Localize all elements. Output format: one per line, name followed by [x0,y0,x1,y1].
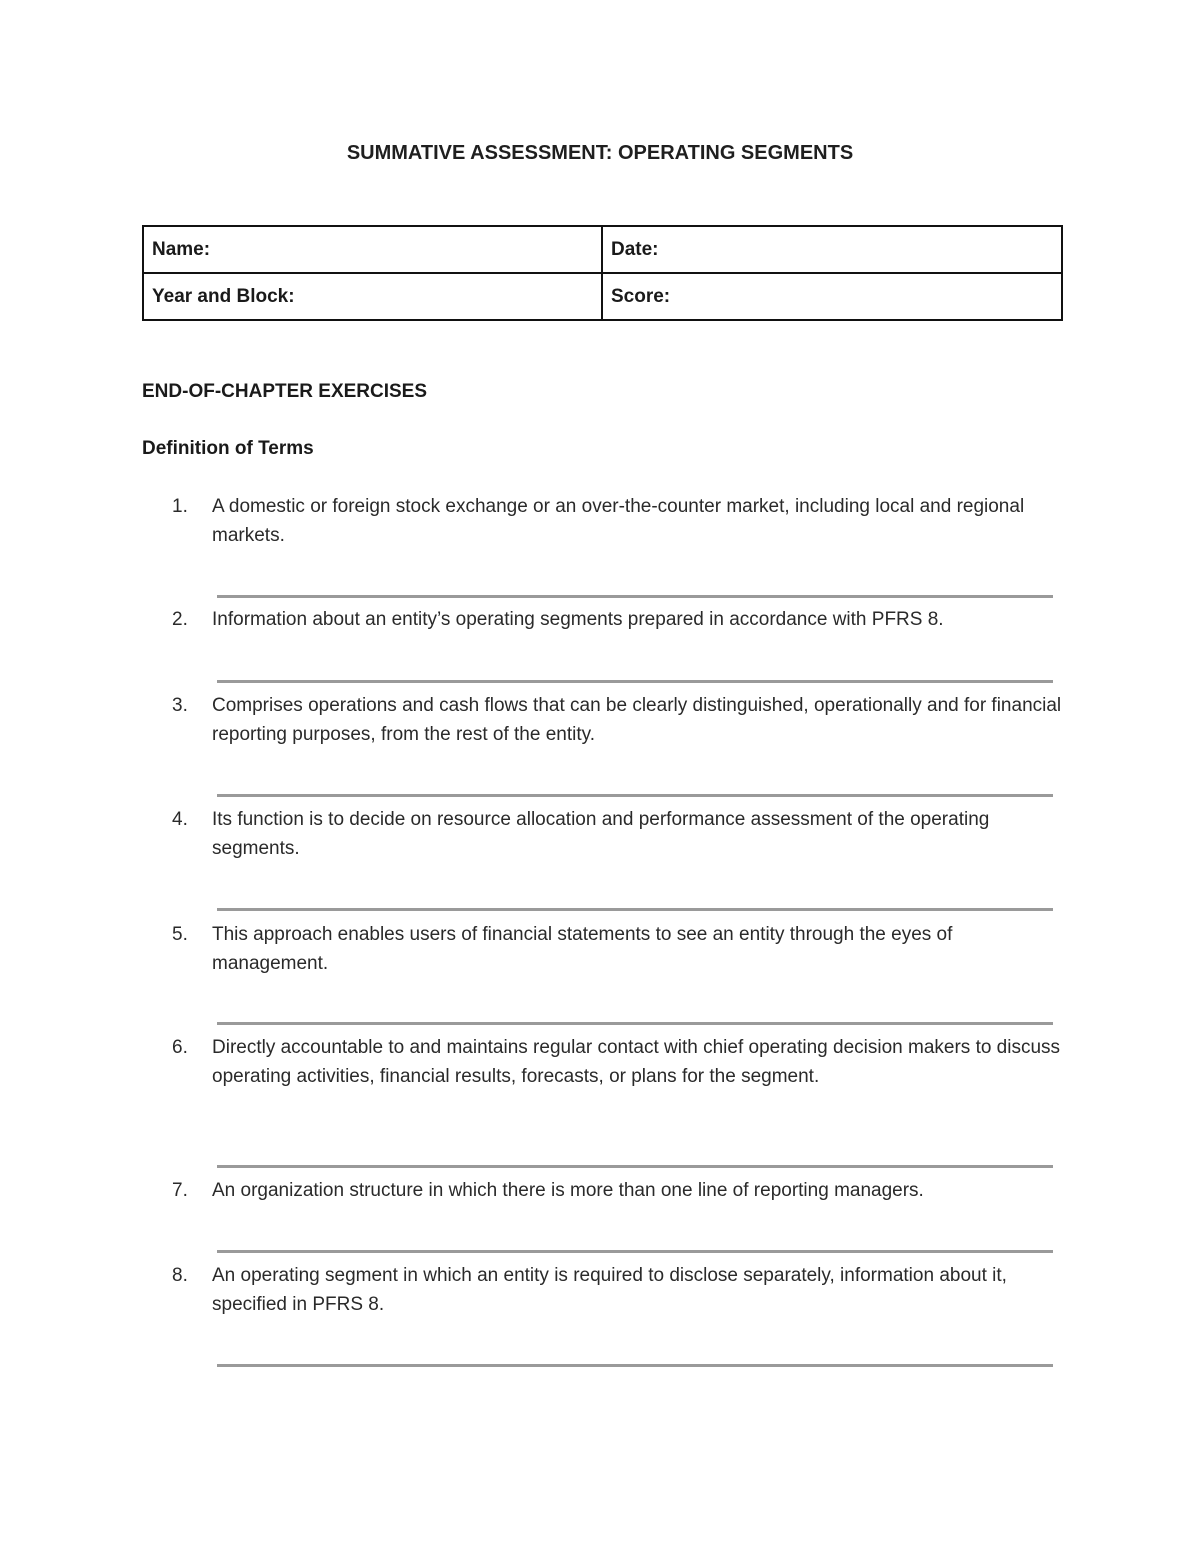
question-item-3 [172,691,1072,749]
answer-line-7[interactable] [217,1250,1053,1253]
question-number: 6. [172,1037,188,1058]
question-number: 2. [172,609,188,630]
answer-line-1[interactable] [217,595,1053,598]
section-heading: END-OF-CHAPTER EXERCISES [142,381,428,402]
answer-line-3[interactable] [217,794,1053,797]
answer-line-6[interactable] [217,1165,1053,1168]
year-block-field[interactable]: Year and Block: [143,273,602,320]
question-item-4 [172,805,1072,863]
question-text: A domestic or foreign stock exchange or an over-the-counter market, including local and regional markets. [212,496,1025,546]
question-number: 7. [172,1180,188,1201]
question-number: 1. [172,496,188,517]
question-item-5 [172,920,1072,978]
answer-line-4[interactable] [217,908,1053,911]
question-item-6 [172,1033,1072,1091]
date-field[interactable]: Date: [602,226,1062,273]
answer-line-5[interactable] [217,1022,1053,1025]
question-item-8 [172,1261,1072,1319]
question-item-1 [172,492,1072,550]
table-row [143,273,1062,320]
question-number: 8. [172,1265,188,1286]
question-text: Directly accountable to and maintains regular contact with chief operating decision makers to discuss operating activities, financial results, forecasts, or plans for the segment. [212,1037,1061,1087]
question-number: 3. [172,695,188,716]
answer-line-8[interactable] [217,1364,1053,1367]
question-text: This approach enables users of financial statements to see an entity through the eyes of management. [212,924,953,974]
question-item-2 [172,605,1072,634]
name-field[interactable]: Name: [143,226,602,273]
page-title: SUMMATIVE ASSESSMENT: OPERATING SEGMENTS [346,142,854,164]
table-row [143,226,1062,273]
answer-line-2[interactable] [217,680,1053,683]
question-number: 5. [172,924,188,945]
question-number: 4. [172,809,188,830]
question-text: Comprises operations and cash flows that can be clearly distinguished, operationally and for financial reporting purposes, from the rest of the entity. [212,695,1062,745]
score-field[interactable]: Score: [602,273,1062,320]
question-text: An organization structure in which there is more than one line of reporting managers. [212,1180,924,1201]
question-text: Information about an entity’s operating segments prepared in accordance with PFRS 8. [212,609,944,630]
sub-heading: Definition of Terms [142,438,314,459]
question-item-7 [172,1176,1072,1205]
question-text: Its function is to decide on resource allocation and performance assessment of the operating segments. [212,809,990,859]
student-info-table [142,225,1063,321]
question-text: An operating segment in which an entity is required to disclose separately, information about it, specified in PFRS 8. [212,1265,1007,1315]
